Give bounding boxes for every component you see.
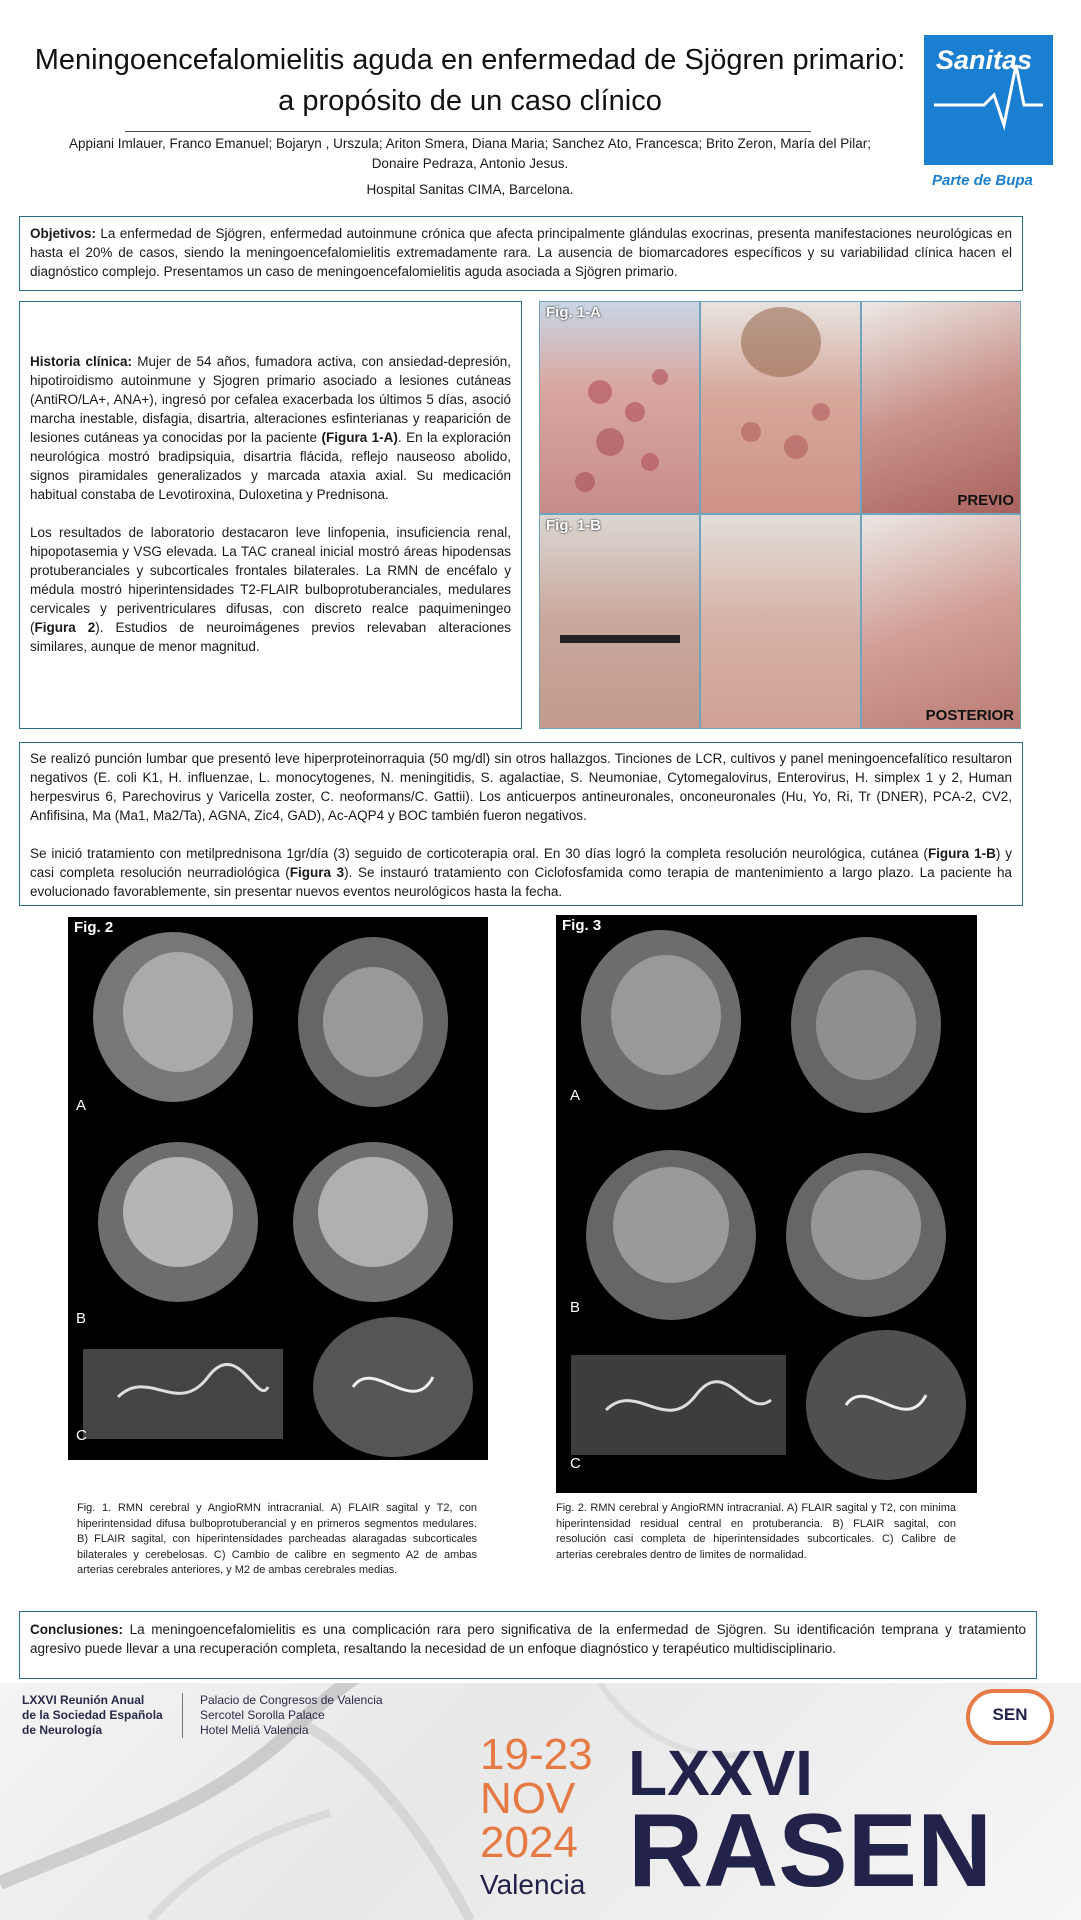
congress-dates [480,1730,593,1901]
sen-logo-text: SEN [992,1705,1028,1724]
conclusiones-text: La meningoencefalomielitis es una complicación rara pero significativa de la enfermedad de Sjögren. Su identificación temprana y tratamiento agresivo puede llevar a una recuperación completa, resaltando la necesidad de un enfoque diagnóstico y terapéutico multidisciplinario. [30,1622,1026,1656]
venue-1: Palacio de Congresos de Valencia [200,1693,383,1707]
historia-text-2b: ). Estudios de neuroimágenes previos relevaban alteraciones similares, aunque de menor magnitud. [30,620,511,654]
objetivos-box [19,216,1023,291]
title-divider [125,131,811,132]
evolucion-ref-fig1b: Figura 1-B [927,846,996,861]
org-line-2: de la Sociedad Española [22,1708,163,1722]
evolucion-paragraph-2 [30,844,1012,901]
figure-2-caption: Fig. 1. RMN cerebral y AngioRMN intracranial. A) FLAIR sagital y T2, con hiperintensidad difusa bulboprotuberancial y en primeros segmentos medulares. B) FLAIR sagital, con hiperintensidades parcheadas alaragadas subcorticales bilaterales y cerebelosas. C) Cambio de calibre en segmento A2 de ambas arterias cerebrales anteriores, y M2 de ambas cerebrales medias. [77,1502,477,1576]
figure-3-mri [556,915,977,1493]
objetivos-label: Objetivos: [30,226,97,241]
sanitas-logo [924,35,1053,165]
figure-1-photos [539,301,1021,729]
title-line-1: Meningoencefalomielitis aguda en enfermedad de Sjögren primario: [34,44,906,76]
historia-text-2a: Los resultados de laboratorio destacaron leve linfopenia, insuficiencia renal, hipopotasemia y VSG elevada. La TAC craneal inicial mostró áreas hipodensas protuberanciales y subcorticales frontales bilaterales. La RMN de encéfalo y médula mostró hiperintensidades T2-FLAIR bulboprotuberanciales, medulares cervicales y periventriculares difusas, con discreto realce paquimeningeo ( [30,525,511,635]
logo-name: Sanitas [936,45,1033,75]
historia-ref-fig2: Figura 2 [34,620,96,635]
congress-edition: LXXVI [628,1737,813,1809]
org-name [22,1693,163,1738]
conclusiones-box [19,1611,1037,1679]
photo-hand-before [861,301,1021,514]
logo-subtitle: Parte de Bupa [932,172,1033,189]
mri-images-after [556,915,977,1493]
org-line-3: de Neurología [22,1723,103,1737]
evolucion-paragraph-1: Se realizó punción lumbar que presentó leve hiperproteinorraquia (50 mg/dl) sin otros hallazgos. Tinciones de LCR, cultivos y panel meningoencefalítico resultaron negativos (E. coli K1, H. influenzae, L. monocytogenes, N. meningitidis, S. agalactiae, S. Neumoniae, Cytomegalovirus, Enterovirus, H. simplex 1 y 2, Human herpesvirus 6, Parechovirus y Varicella zoster, C. neoformans/C. Gattii). Los anticuerpos antineuronales, onconeuronales (Hu, Yo, Ri, Tr (DNER), PCA-2, CV2, Anfifisina, Ma (Ma1, Ma2/Ta), AGNA, Zic4, GAD), Ac-AQP4 y BOC también fueron negativos. [30,751,1012,823]
photo-back-after [539,514,700,729]
fig-3-row-b: B [570,1299,581,1316]
fig-3-row-c: C [570,1455,581,1472]
evolucion-text-2b: ) y casi completa resolución neurradiológica ( [30,846,1012,880]
objetivos-text: La enfermedad de Sjögren, enfermedad autoinmune crónica que afecta principalmente glándulas exocrinas, presenta manifestaciones neurológicas en hasta el 20% de casos, siendo la meningoencefalomielitis extremadamente rara. La ausencia de biomarcadores específicos y su variabilidad clínica hacen el diagnóstico complejo. Presentamos un caso de meningoencefalomielitis aguda asociada a Sjögren primario. [30,226,1012,279]
figure-2-mri [68,917,488,1460]
venues [200,1693,383,1738]
evolucion-ref-fig3: Figura 3 [289,865,345,880]
date-year: 2024 [480,1818,578,1867]
chest-lesions-image [701,302,861,514]
fig-2-label: Fig. 2 [74,919,114,936]
photo-back-before [539,301,700,514]
sen-logo [966,1689,1054,1745]
figure-3-caption: Fig. 2. RMN cerebral y AngioRMN intracranial. A) FLAIR sagital y T2, con minima hiperintensidad residual central en protuberancia. B) FLAIR sagital, con resolución casi completa de hiperintensidades subcorticales. C) Calibre de arterias cerebrales dentro de limites de normalidad. [556,1502,956,1561]
hospital: Hospital Sanitas CIMA, Barcelona. [366,182,574,197]
photo-chest-after [700,514,861,729]
fig-1b-label: Fig. 1-B [546,517,601,534]
heartbeat-icon [924,35,1053,165]
photo-chest-before [700,301,861,514]
date-month: NOV [480,1774,576,1823]
historia-label: Historia clínica: [30,354,133,369]
date-days: 19-23 [480,1730,593,1779]
strap [560,635,680,643]
skin-lesions-image [540,302,700,514]
evolucion-box [19,742,1023,906]
fig-2-row-b: B [76,1310,87,1327]
authors-line-2: Donaire Pedraza, Antonio Jesus. [371,156,569,171]
org-divider [182,1693,183,1738]
historia-paragraph-2 [30,523,511,656]
poster-title [20,40,920,122]
title-line-2: a propósito de un caso clínico [278,85,662,117]
label-posterior: POSTERIOR [925,707,1014,724]
historia-paragraph-1 [30,352,511,504]
historia-box [19,301,522,729]
historia-text-1b: . En la exploración neurológica mostró bradipsiquia, disartria flácida, reflejo nauseoso abolido, signos piramidales generalizados y marcada ataxia axial. Su medicación habitual constaba de Levotiroxina, Duloxetina y Prednisona. [30,430,511,502]
congress-city: Valencia [480,1869,586,1900]
venue-3: Hotel Meliá Valencia [200,1723,309,1737]
congress-banner [0,1683,1081,1920]
authors-line-1: Appiani Imlauer, Franco Emanuel; Bojaryn , Urszula; Ariton Smera, Diana Maria; Sanchez Ato, Francesca; Brito Zeron, María del Pilar; [68,136,872,151]
venue-2: Sercotel Sorolla Palace [200,1708,325,1722]
congress-brand: RASEN [628,1793,993,1909]
fig-1a-label: Fig. 1-A [546,304,601,321]
historia-text-1a: Mujer de 54 años, fumadora activa, con ansiedad-depresión, hipotiroidismo autoinmune y Sjogren primario asociado a lesiones cutáneas (AntiRO/LA+, ANA+), ingresó por cefalea exacerbada los últimos 5 días, asoció marcha inestable, disfagia, disartria, alteraciones esfinterianas y reaparición de lesiones cutáneas ya conocidas por la paciente [30,354,511,445]
authors [30,134,910,174]
photo-hand-after [861,514,1021,729]
fig-3-row-a: A [570,1087,581,1104]
fig-2-row-a: A [76,1097,87,1114]
label-previo: PREVIO [957,492,1014,509]
mri-images-before [68,917,488,1460]
fig-2-row-c: C [76,1427,87,1444]
historia-ref-fig1a: (Figura 1-A) [321,430,398,445]
evolucion-text-2a: Se inició tratamiento con metilprednisona 1gr/día (3) seguido de corticoterapia oral. En 30 días logró la completa resolución neurológica, cutánea ( [30,846,928,861]
fig-3-label: Fig. 3 [562,917,602,934]
conclusiones-label: Conclusiones: [30,1622,124,1637]
evolucion-text-2c: ). Se instauró tratamiento con Ciclofosfamida como terapia de mantenimiento a largo plazo. La paciente ha evolucionado favorablemente, sin presentar nuevos eventos neurológicos hasta la fecha. [30,865,1013,899]
org-line-1: LXXVI Reunión Anual [22,1693,145,1707]
